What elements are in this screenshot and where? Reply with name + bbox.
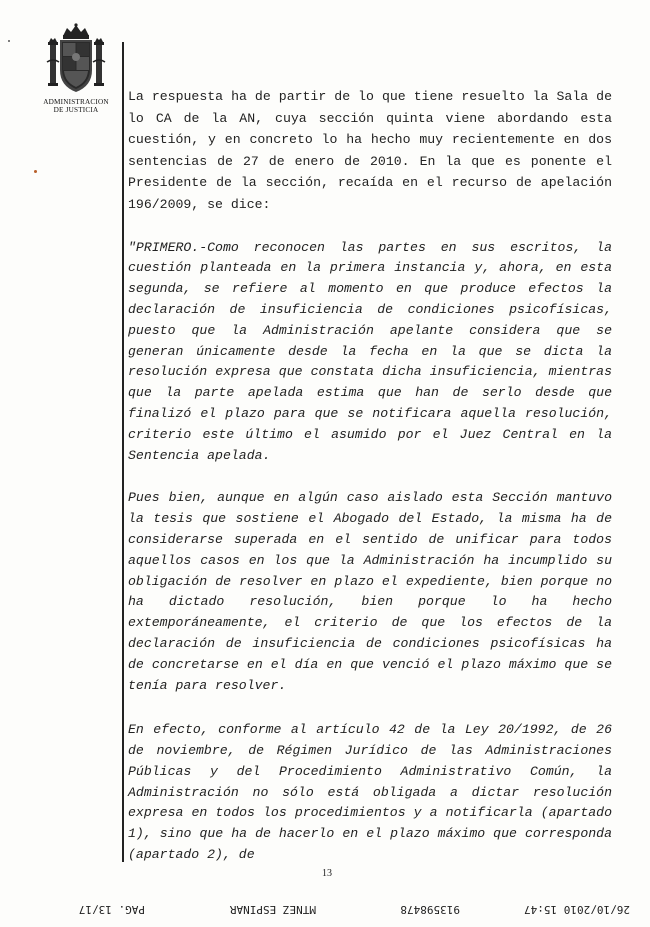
margin-rule (122, 42, 124, 862)
coat-of-arms-logo (40, 22, 112, 114)
spain-coat-of-arms-icon (45, 22, 107, 96)
paragraph-intro: La respuesta ha de partir de lo que tiene resuelto la Sala de lo CA de la AN, cuya sección quinta viene abordando esta cuestión, y en concreto lo ha hecho muy recientemente en dos sentencias de 27 de enero de 2010. En la que es ponente el Presidente de la sección, recaída en el recurso de apelación 196/2009, se dice: (128, 89, 612, 212)
scan-speck (34, 170, 37, 173)
quote-paragraph-en-efecto: En efecto, conforme al artículo 42 de la Ley 20/1992, de 26 de noviembre, de Régimen Jurídico de las Administraciones Públicas y del Procedimiento Administrativo Común, la Administración no sólo está obligada a dictar resolución expresa en todos los procedimientos y a notificarla (apartado 1), sino que ha de hacerlo en el plazo máximo que corresponda (apartado 2), de (128, 722, 612, 863)
fax-page-count: PAG. 13/17 (78, 903, 145, 916)
caption-line-1: ADMINISTRACION (43, 98, 109, 106)
fax-sender: MTNEZ ESPINAR (229, 903, 316, 916)
ministry-caption (40, 98, 112, 114)
scan-speck (8, 40, 10, 42)
quote-paragraph-pues-bien: Pues bien, aunque en algún caso aislado esta Sección mantuvo la tesis que sostiene el Abogado del Estado, la misma ha de considerarse superada en el sentido de unificar para todos aquellos casos en los que la Administración ha incumplido su obligación de resolver en plazo el expediente, bien porque no ha dictado resolución, bien porque lo ha hecho extemporáneamente, el criterio de que los efectos de la declaración de insuficiencia de condiciones psicofísicas ha de concretarse en el día en que venció el plazo máximo que se tenía para resolver. (128, 490, 612, 693)
fax-footer-upside-down (0, 898, 650, 920)
fax-number: 913598478 (400, 903, 460, 916)
quote-paragraph-primero: "PRIMERO.-Como reconocen las partes en sus escritos, la cuestión planteada en la primera instancia y, ahora, en esta segunda, se refiere al momento en que produce efectos la declaración de insuficiencia de condiciones psicofísicas, puesto que la Administración apelante considera que se generan únicamente desde la fecha en la que se dicta la resolución expresa que constata dicha insuficiencia, mientras que la parte apelada estima que han de serlo desde que finalizó el plazo para que se notificara aquella resolución, criterio este último el asumido por el Juez Central en la Sentencia apelada. (128, 239, 612, 463)
page-number: 13 (322, 868, 332, 879)
fax-datetime: 26/10/2010 15:47 (524, 903, 630, 916)
document-body (128, 86, 612, 866)
caption-line-2: DE JUSTICIA (53, 106, 99, 114)
